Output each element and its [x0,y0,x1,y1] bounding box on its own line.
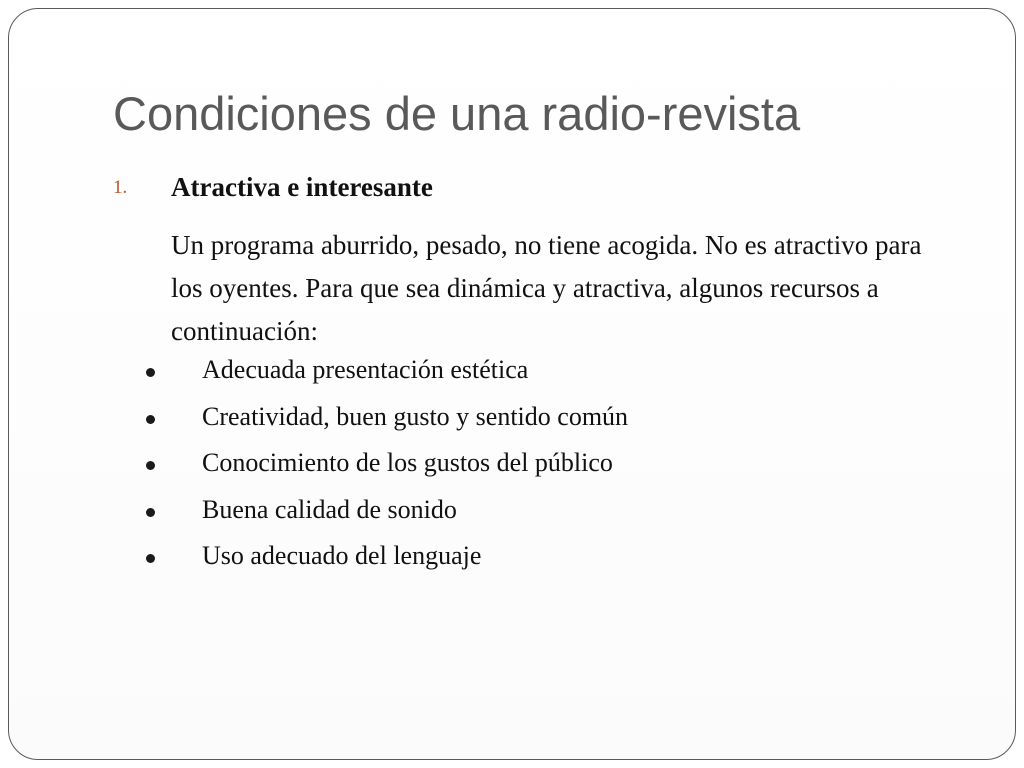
bullet-dot-icon [146,461,155,470]
bullet-text: Conocimiento de los gustos del público [202,448,613,477]
slide-content [113,168,933,592]
bullet-dot-icon [146,368,155,377]
item-paragraph: Un programa aburrido, pesado, no tiene acogida. No es atractivo para los oyentes. Para que sea dinámica y atractiva, algunos recursos a continuación: [171,230,922,346]
bullet-item [113,494,933,546]
numbered-item [113,168,933,212]
item-heading: Atractiva e interesante [171,172,433,202]
bullet-item [113,541,933,592]
bullet-text: Adecuada presentación estética [202,355,529,384]
bullet-dot-icon [146,508,155,517]
bullet-list [113,355,933,592]
bullet-text: Creatividad, buen gusto y sentido común [202,401,629,431]
list-number: 1. [113,177,128,198]
bullet-item [113,448,933,499]
bullet-text: Buena calidad de sonido [202,494,457,524]
bullet-text: Uso adecuado del lenguaje [202,541,482,570]
bullet-item [113,355,933,406]
bullet-dot-icon [146,415,155,424]
slide-title: Condiciones de una radio-revista [113,87,801,140]
bullet-item [113,401,933,453]
bullet-dot-icon [146,554,155,563]
